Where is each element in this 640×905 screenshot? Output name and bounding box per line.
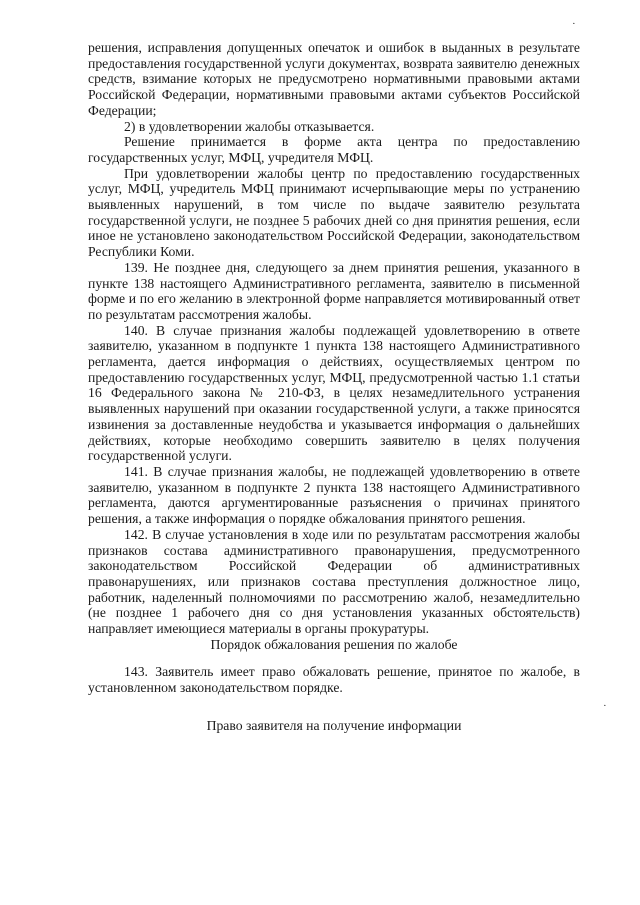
paragraph-142: 142. В случае установления в ходе или по результатам рассмотрения жалобы признаков состава административного правонарушения, предусмотренного законодательством Российской Федерации об административных правонарушениях, или признаков состава преступления должностное лицо, работник, наделенный полномочиями по рассмотрению жалоб, незамедлительно (не позднее 1 рабочего дня со дня установления указанных обстоятельств) направляет имеющиеся материалы в органы прокуратуры. [88,526,580,637]
paragraph-143: 143. Заявитель имеет право обжаловать решение, принятое по жалобе, в установленном законодательством порядке. [88,664,580,696]
heading-info: Право заявителя на получение информации [206,717,462,733]
paragraph-decision-form: Решение принимается в форме акта центра по предоставлению государственных услуг, МФЦ, учредителя МФЦ. [88,134,580,165]
paragraph-item-2: 2) в удовлетворении жалобы отказывается. [124,118,375,134]
paragraph-140: 140. В случае признания жалобы подлежащей удовлетворению в ответе заявителю, указанном в подпункте 1 пункта 138 настоящего Административного регламента, дается информация о действиях, осуществляемых центром по предоставлению государственных услуг, МФЦ, предусмотренной частью 1.1 статьи 16 Федерального закона № 210-ФЗ, в целях незамедлительного устранения выявленных нарушений при оказании государственной услуги, а также приносятся извинения за доставленные неудобства и указывается информация о дальнейших действиях, которые необходимо совершить заявителю в целях получения государственной услуги. [88,322,580,464]
scan-mark: · [572,18,576,30]
spacer [88,696,580,718]
spacer [88,652,580,664]
document-body [88,40,580,734]
paragraph-139: 139. Не позднее дня, следующего за днем принятия решения, указанного в пункте 138 настоящего Административного регламента, заявителю в письменной форме и по его желанию в электронной форме направляется мотивированный ответ по результатам рассмотрения жалобы. [88,259,580,322]
heading-appeal: Порядок обжалования решения по жалобе [210,636,458,652]
scan-mark: · [603,700,607,712]
paragraph-141: 141. В случае признания жалобы, не подлежащей удовлетворению в ответе заявителю, указанном в подпункте 2 пункта 138 настоящего Административного регламента, даются аргументированные разъяснения о причинах принятого решения, а также информация о порядке обжалования принятого решения. [88,463,580,527]
paragraph-satisfaction: При удовлетворении жалобы центр по предоставлению государственных услуг, МФЦ, учредитель МФЦ принимают исчерпывающие меры по устранению выявленных нарушений, в том числе по выдаче заявителю результата государственной услуги, не позднее 5 рабочих дней со дня принятия решения, если иное не установлено законодательством Российской Федерации, законодательством Республики Коми. [88,165,580,260]
paragraph-continuation: решения, исправления допущенных опечаток и ошибок в выданных в результате предоставления государственной услуги документах, возврата заявителю денежных средств, взимание которых не предусмотрено нормативными правовыми актами Российской Федерации, нормативными правовыми актами субъектов Российской Федерации; [88,40,580,118]
